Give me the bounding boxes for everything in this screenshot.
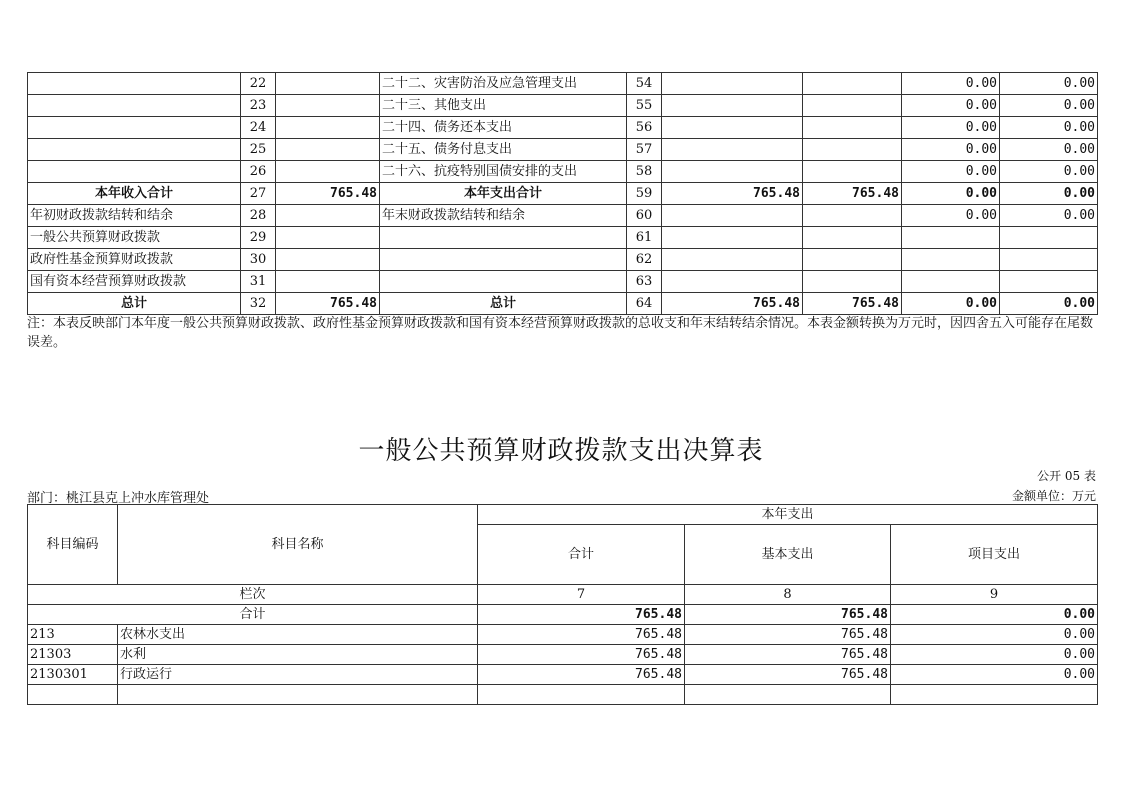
header-project: 项目支出 — [891, 525, 1098, 585]
expense-col3: 0.00 — [902, 205, 1000, 227]
expense-col2 — [803, 249, 902, 271]
expense-col2 — [803, 205, 902, 227]
header-total: 合计 — [478, 525, 685, 585]
income-line-number: 24 — [241, 117, 276, 139]
income-item-name: 年初财政拨款结转和结余 — [28, 205, 241, 227]
expense-line-number: 58 — [627, 161, 662, 183]
income-line-number: 26 — [241, 161, 276, 183]
column-number-project: 9 — [891, 585, 1098, 605]
expense-line-number: 64 — [627, 293, 662, 315]
expense-col4: 0.00 — [1000, 139, 1098, 161]
expense-col2 — [803, 161, 902, 183]
expense-col4: 0.00 — [1000, 73, 1098, 95]
expense-col3 — [902, 271, 1000, 293]
expense-total — [662, 73, 803, 95]
expense-line-number: 63 — [627, 271, 662, 293]
expense-col4: 0.00 — [1000, 117, 1098, 139]
expense-col3 — [902, 227, 1000, 249]
table-row — [28, 117, 1098, 139]
income-item-name: 一般公共预算财政拨款 — [28, 227, 241, 249]
income-amount: 765.48 — [276, 183, 380, 205]
income-item-name — [28, 161, 241, 183]
income-line-number: 29 — [241, 227, 276, 249]
income-amount — [276, 139, 380, 161]
income-amount — [276, 95, 380, 117]
expense-line-number: 54 — [627, 73, 662, 95]
table-row — [28, 139, 1098, 161]
expense-col4: 0.00 — [1000, 183, 1098, 205]
income-line-number: 22 — [241, 73, 276, 95]
expense-col2: 765.48 — [803, 293, 902, 315]
subject-code: 213 — [28, 625, 118, 645]
expense-col3: 0.00 — [902, 293, 1000, 315]
income-amount — [276, 227, 380, 249]
table-row — [28, 645, 1098, 665]
expense-total — [662, 205, 803, 227]
expense-total: 765.48 — [662, 183, 803, 205]
table-row — [28, 665, 1098, 685]
expense-col4: 0.00 — [1000, 161, 1098, 183]
income-item-name: 本年收入合计 — [28, 183, 241, 205]
expense-col2 — [803, 227, 902, 249]
table-row — [28, 249, 1098, 271]
income-amount — [276, 271, 380, 293]
income-amount — [276, 73, 380, 95]
header-current-year-expense: 本年支出 — [478, 505, 1098, 525]
income-amount — [276, 249, 380, 271]
expense-item-name: 二十四、债务还本支出 — [380, 117, 627, 139]
expense-line-number: 55 — [627, 95, 662, 117]
expense-col3: 0.00 — [902, 73, 1000, 95]
table-note: 注：本表反映部门本年度一般公共预算财政拨款、政府性基金预算财政拨款和国有资本经营预算财政拨款的总收支和年末结转结余情况。本表金额转换为万元时，因四舍五入可能存在尾数误差。 — [27, 316, 1094, 350]
income-line-number: 27 — [241, 183, 276, 205]
expense-total — [662, 139, 803, 161]
expense-col3: 0.00 — [902, 117, 1000, 139]
expense-item-name: 本年支出合计 — [380, 183, 627, 205]
income-amount: 765.48 — [276, 293, 380, 315]
amount-total: 765.48 — [478, 645, 685, 665]
amount-total: 765.48 — [478, 665, 685, 685]
subject-code: 21303 — [28, 645, 118, 665]
expenditure-table — [27, 504, 1098, 705]
department-label: 部门：桃江县克上冲水库管理处 — [27, 491, 210, 506]
table-row — [28, 205, 1098, 227]
expense-item-name: 年末财政拨款结转和结余 — [380, 205, 627, 227]
column-number-label: 栏次 — [28, 585, 478, 605]
expense-col2 — [803, 73, 902, 95]
amount-basic: 765.48 — [685, 625, 891, 645]
expense-line-number: 56 — [627, 117, 662, 139]
subject-code: 2130301 — [28, 665, 118, 685]
expense-col3: 0.00 — [902, 139, 1000, 161]
income-item-name — [28, 73, 241, 95]
income-item-name — [28, 117, 241, 139]
amount-project: 0.00 — [891, 625, 1098, 645]
expense-item-name — [380, 227, 627, 249]
header-basic: 基本支出 — [685, 525, 891, 585]
income-line-number: 31 — [241, 271, 276, 293]
expense-col4 — [1000, 271, 1098, 293]
sum-project: 0.00 — [891, 605, 1098, 625]
expense-item-name — [380, 249, 627, 271]
income-item-name: 总计 — [28, 293, 241, 315]
income-item-name: 政府性基金预算财政拨款 — [28, 249, 241, 271]
subject-name: 农林水支出 — [118, 625, 478, 645]
expense-total — [662, 117, 803, 139]
expense-col3 — [902, 249, 1000, 271]
page-title: 一般公共预算财政拨款支出决算表 — [358, 436, 764, 466]
expense-col2: 765.48 — [803, 183, 902, 205]
amount-unit-label: 金额单位：万元 — [1011, 489, 1096, 503]
amount-project — [891, 685, 1098, 705]
column-number-basic: 8 — [685, 585, 891, 605]
table-row — [28, 161, 1098, 183]
table-row — [28, 183, 1098, 205]
table-row — [28, 73, 1098, 95]
expense-col4: 0.00 — [1000, 293, 1098, 315]
amount-total — [478, 685, 685, 705]
expense-total: 765.48 — [662, 293, 803, 315]
sum-basic: 765.48 — [685, 605, 891, 625]
expense-line-number: 59 — [627, 183, 662, 205]
expense-line-number: 62 — [627, 249, 662, 271]
expense-col2 — [803, 271, 902, 293]
expense-total — [662, 161, 803, 183]
expense-line-number: 57 — [627, 139, 662, 161]
expense-col4: 0.00 — [1000, 95, 1098, 117]
amount-project: 0.00 — [891, 665, 1098, 685]
income-line-number: 28 — [241, 205, 276, 227]
income-line-number: 32 — [241, 293, 276, 315]
income-line-number: 23 — [241, 95, 276, 117]
expense-item-name — [380, 271, 627, 293]
table-row — [28, 625, 1098, 645]
expense-col4: 0.00 — [1000, 205, 1098, 227]
expense-line-number: 61 — [627, 227, 662, 249]
expense-col3: 0.00 — [902, 161, 1000, 183]
header-subject-code: 科目编码 — [28, 505, 118, 585]
income-amount — [276, 161, 380, 183]
subject-name: 水利 — [118, 645, 478, 665]
amount-project: 0.00 — [891, 645, 1098, 665]
expense-col3: 0.00 — [902, 183, 1000, 205]
table-row — [28, 293, 1098, 315]
subject-name — [118, 685, 478, 705]
header-subject-name: 科目名称 — [118, 505, 478, 585]
subject-name: 行政运行 — [118, 665, 478, 685]
income-item-name: 国有资本经营预算财政拨款 — [28, 271, 241, 293]
table-row — [28, 95, 1098, 117]
expense-col3: 0.00 — [902, 95, 1000, 117]
amount-total: 765.48 — [478, 625, 685, 645]
expense-col2 — [803, 95, 902, 117]
table-row — [28, 271, 1098, 293]
sum-row-label: 合计 — [28, 605, 478, 625]
expense-total — [662, 95, 803, 117]
column-number-total: 7 — [478, 585, 685, 605]
sum-total: 765.48 — [478, 605, 685, 625]
expense-item-name: 总计 — [380, 293, 627, 315]
expense-item-name: 二十二、灾害防治及应急管理支出 — [380, 73, 627, 95]
table-row — [28, 227, 1098, 249]
expense-item-name: 二十六、抗疫特别国债安排的支出 — [380, 161, 627, 183]
expense-total — [662, 249, 803, 271]
income-item-name — [28, 139, 241, 161]
amount-basic: 765.48 — [685, 645, 891, 665]
expense-col4 — [1000, 249, 1098, 271]
form-number: 公开 05 表 — [1037, 469, 1096, 483]
income-line-number: 25 — [241, 139, 276, 161]
subject-code — [28, 685, 118, 705]
income-item-name — [28, 95, 241, 117]
expense-col2 — [803, 117, 902, 139]
expense-col4 — [1000, 227, 1098, 249]
amount-basic — [685, 685, 891, 705]
expense-total — [662, 227, 803, 249]
amount-basic: 765.48 — [685, 665, 891, 685]
income-amount — [276, 117, 380, 139]
expense-line-number: 60 — [627, 205, 662, 227]
income-expense-summary-table — [27, 72, 1098, 315]
expense-col2 — [803, 139, 902, 161]
income-amount — [276, 205, 380, 227]
table-row — [28, 685, 1098, 705]
expense-total — [662, 271, 803, 293]
expense-item-name: 二十三、其他支出 — [380, 95, 627, 117]
expense-item-name: 二十五、债务付息支出 — [380, 139, 627, 161]
income-line-number: 30 — [241, 249, 276, 271]
